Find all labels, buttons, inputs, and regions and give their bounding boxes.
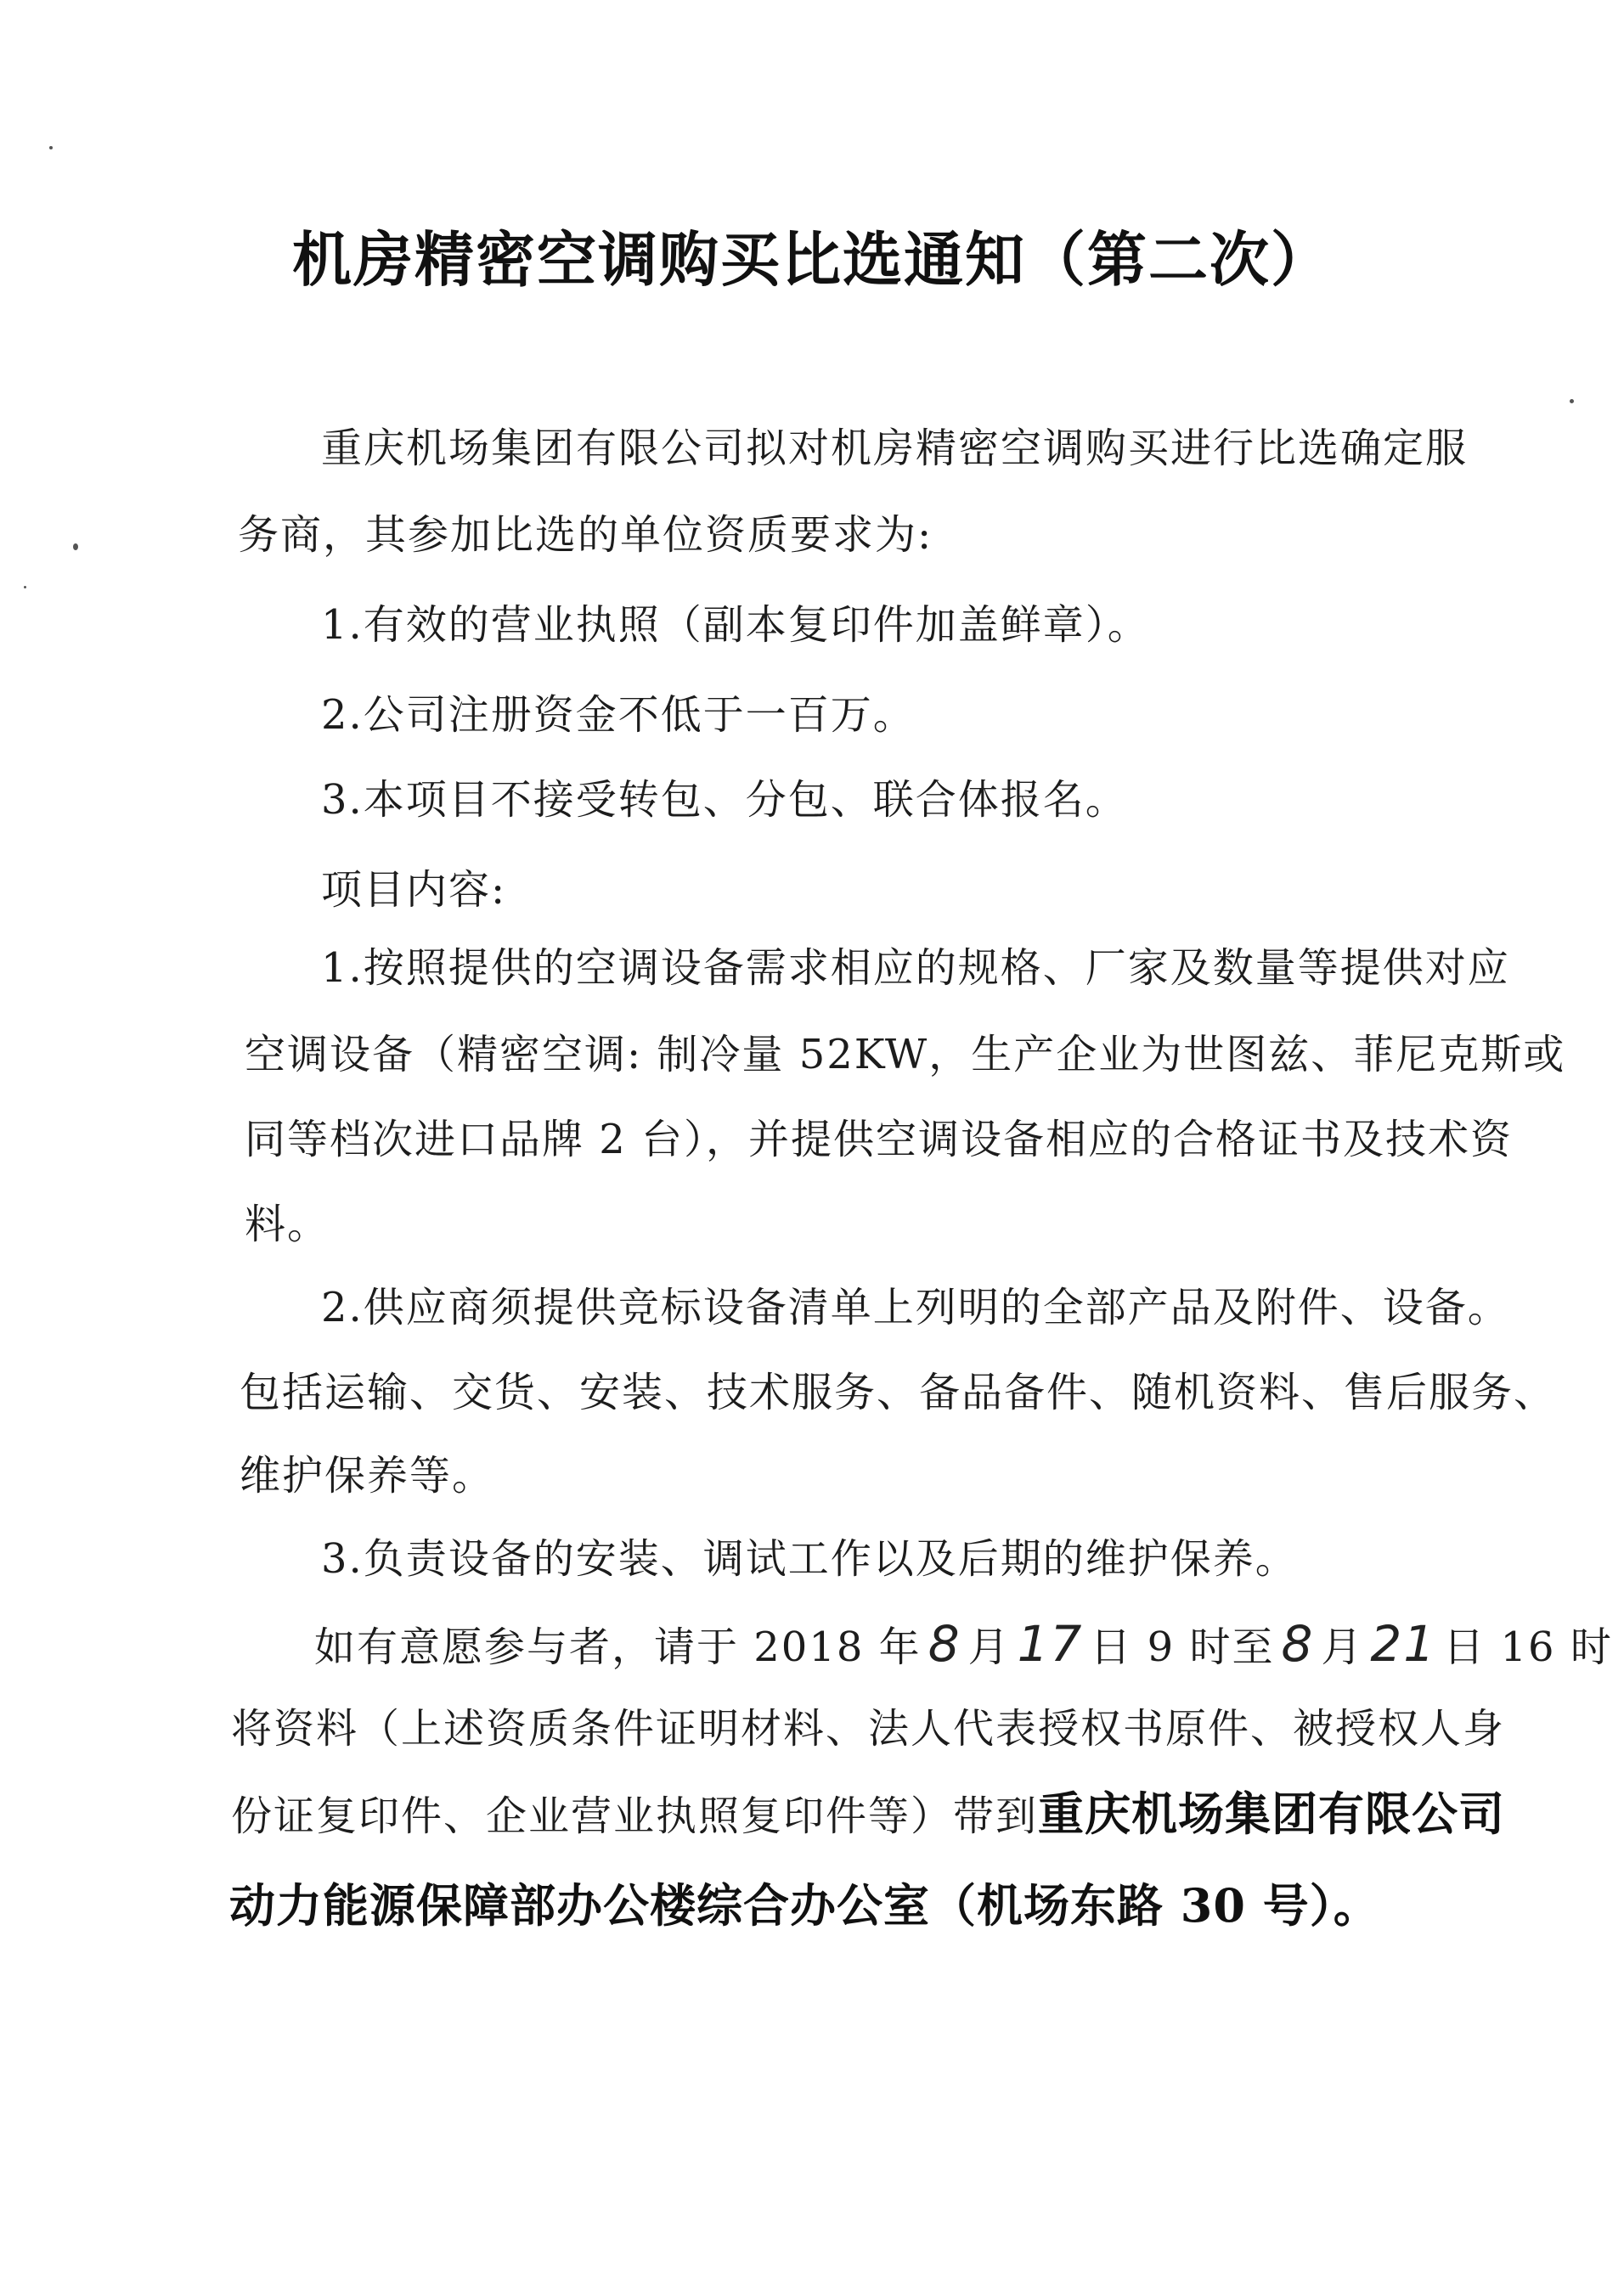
closing-line-1: [314, 1615, 1613, 1673]
closing-line-2: 将资料（上述资质条件证明材料、法人代表授权书原件、被授权人身: [231, 1705, 1506, 1753]
qualification-3: 3.本项目不接受转包、分包、联合体报名。: [321, 776, 1128, 824]
item1-line-4: 料。: [245, 1201, 330, 1248]
item3-line: 3.负责设备的安装、调试工作以及后期的维护保养。: [321, 1535, 1298, 1583]
scan-speck: [73, 543, 78, 550]
start-day-handwritten: 17: [1017, 1615, 1084, 1673]
end-day-handwritten: 21: [1370, 1615, 1437, 1673]
destination-address: 动力能源保障部办公楼综合办公室（机场东路 30 号）。: [229, 1878, 1380, 1933]
document-title: 机房精密空调购买比选通知（第二次）: [292, 224, 1332, 295]
item2-line-3: 维护保养等。: [240, 1452, 495, 1500]
intro-line-2: 务商，其参加比选的单位资质要求为:: [238, 511, 933, 559]
item1-line-2: 空调设备（精密空调: 制冷量 52KW，生产企业为世图兹、菲尼克斯或: [245, 1031, 1566, 1078]
start-month-handwritten: 8: [928, 1615, 961, 1673]
end-month-handwritten: 8: [1281, 1615, 1315, 1673]
item1-line-1: 1.按照提供的空调设备需求相应的规格、厂家及数量等提供对应: [321, 944, 1510, 992]
intro-line-1: 重庆机场集团有限公司拟对机房精密空调购买进行比选确定服: [321, 425, 1469, 472]
destination-company: 重庆机场集团有限公司: [1038, 1787, 1506, 1841]
scan-speck: [24, 586, 26, 588]
closing-text-2: 月: [967, 1624, 1011, 1671]
scan-speck: [1570, 399, 1574, 403]
qualification-1: 1.有效的营业执照（副本复印件加盖鲜章）。: [321, 601, 1150, 649]
closing-line-3-text: 份证复印件、企业营业执照复印件等）带到: [231, 1792, 1039, 1840]
qualification-2: 2.公司注册资金不低于一百万。: [321, 691, 916, 739]
item2-line-1: 2.供应商须提供竞标设备清单上列明的全部产品及附件、设备。: [321, 1284, 1510, 1331]
item2-line-2: 包括运输、交货、安装、技术服务、备品备件、随机资料、售后服务、: [240, 1369, 1557, 1416]
project-heading: 项目内容:: [321, 866, 507, 914]
closing-text-5: 日 16 时: [1443, 1624, 1613, 1671]
closing-text-1: 如有意愿参与者，请于 2018 年: [314, 1624, 922, 1671]
closing-line-3: [231, 1788, 1505, 1842]
closing-text-4: 月: [1321, 1624, 1364, 1671]
closing-text-3: 日 9 时至: [1090, 1624, 1275, 1671]
item1-line-3: 同等档次进口品牌 2 台），并提供空调设备相应的合格证书及技术资: [245, 1116, 1514, 1163]
scan-speck: [49, 146, 53, 149]
